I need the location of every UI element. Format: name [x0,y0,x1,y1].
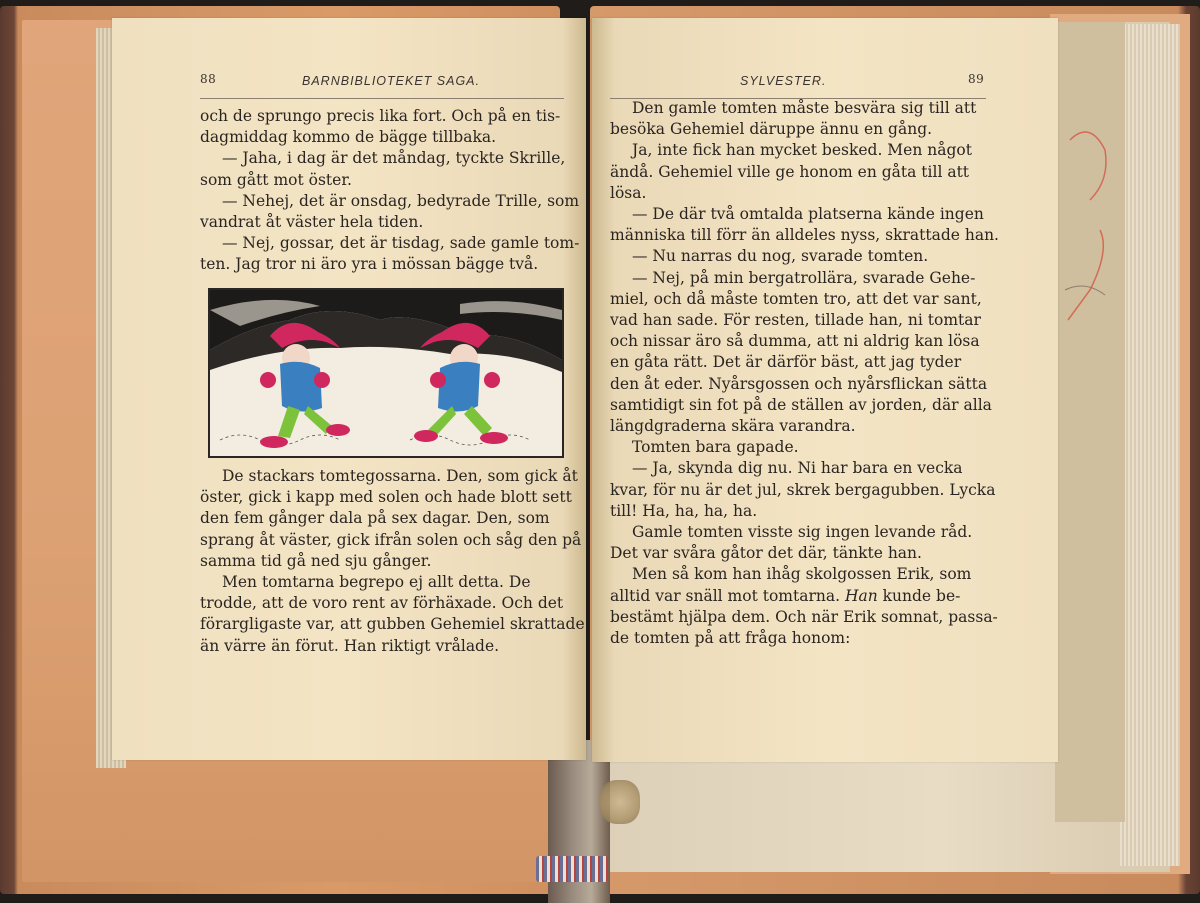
text-line: besöka Gehemiel däruppe ännu en gång. [610,120,933,139]
text-line: vandrat åt väster hela tiden. [200,213,424,232]
text-line: Tomten bara gapade. [632,438,799,457]
running-title-right: SYLVESTER. [740,74,827,88]
text-line: och de sprungo precis lika fort. Och på en tis- [200,107,561,125]
text-line: dagmiddag kommo de bägge tillbaka. [200,128,497,147]
text-line: — Nej, på min bergatrollära, svarade Gehe- [632,268,976,287]
text-line: — Nej, gossar, det är tisdag, sade gamle tom- [222,234,580,253]
text-line: den fem gånger dala på sex dagar. Den, som [200,509,550,528]
text-line: kvar, för nu är det jul, skrek bergagubben. Lycka [610,480,996,499]
text-line: bestämt hjälpa dem. Och när Erik somnat, passa- [610,607,998,626]
text-line: som gått mot öster. [200,170,352,189]
text-line: människa till förr än alldeles nyss, skrattade han. [610,226,999,245]
running-head-left [112,72,586,96]
text-line: förargligaste var, att gubben Gehemiel skrattade [200,615,585,634]
text-line: än värre än förut. Han riktigt vrålade. [200,636,500,655]
page-left [112,18,586,760]
text-line: De stackars tomtegossarna. Den, som gick åt [222,467,578,485]
italic-word: Han [844,586,878,605]
head-rule-left [200,98,564,99]
text-line: miel, och då måste tomten tro, att det var sant, [610,289,982,308]
illustration-running-gnomes [208,288,564,458]
text-line [610,586,986,607]
spine-headband [536,856,608,882]
page-number-right: 89 [968,72,985,86]
text-line: längdgraderna skära varandra. [610,417,856,436]
text-line: — Jaha, i dag är det måndag, tyckte Skrille, [222,149,566,168]
page-right [592,18,1058,762]
text-line: vad han sade. För resten, tillade han, ni tomtar [610,311,981,330]
text-line: sprang åt väster, gick ifrån solen och såg den på [200,530,582,549]
text-line: — Ja, skynda dig nu. Ni har bara en vecka [632,459,963,478]
text-line: trodde, att de voro rent av förhäxade. Och det [200,594,564,613]
text-line: en gåta rätt. Det är därför bäst, att jag tyder [610,353,962,372]
text-line: — De där två omtalda platserna kände ingen [632,205,984,224]
text-line: Ja, inte fick han mycket besked. Men något [632,141,972,160]
pencil-marks [1060,100,1120,330]
text-line: ändå. Gehemiel ville ge honom en gåta till att [610,162,970,181]
running-head-right [592,72,1058,96]
text-line: till! Ha, ha, ha, ha. [610,501,758,520]
text-segment: kunde be- [882,586,961,605]
text-line: Den gamle tomten måste besvära sig till att [632,99,977,117]
tape-remnant [600,780,640,824]
text-line: Men så kom han ihåg skolgossen Erik, som [632,565,972,584]
text-block-right [610,98,999,649]
running-title-left: BARNBIBLIOTEKET SAGA. [302,74,480,88]
gnomes-illustration [210,290,562,456]
text-line: och nissar äro så dumma, att ni aldrig kan lösa [610,332,980,351]
page-edges-right [1120,24,1180,866]
text-line: — Nehej, det är onsdag, bedyrade Trille, som [222,191,580,210]
text-line: samma tid gå ned sju gånger. [200,551,432,570]
text-line: den åt eder. Nyårsgossen och nyårsflickan sätta [610,374,988,393]
text-line: Gamle tomten visste sig ingen levande råd. [632,523,973,542]
text-line: de tomten på att fråga honom: [610,629,851,648]
page-number-left: 88 [200,72,217,86]
text-line: öster, gick i kapp med solen och hade blott sett [200,488,572,507]
text-line: — Nu narras du nog, svarade tomten. [632,247,929,266]
text-line: Det var svåra gåtor det där, tänkte han. [610,544,922,563]
text-segment: alltid var snäll mot tomtarna. [610,586,841,605]
text-line: Men tomtarna begrepo ej allt detta. De [222,573,531,592]
text-line: samtidigt sin fot på de ställen av jorden, där alla [610,395,992,414]
text-line: ten. Jag tror ni äro yra i mössan bägge två. [200,255,539,274]
text-line: lösa. [610,183,647,202]
